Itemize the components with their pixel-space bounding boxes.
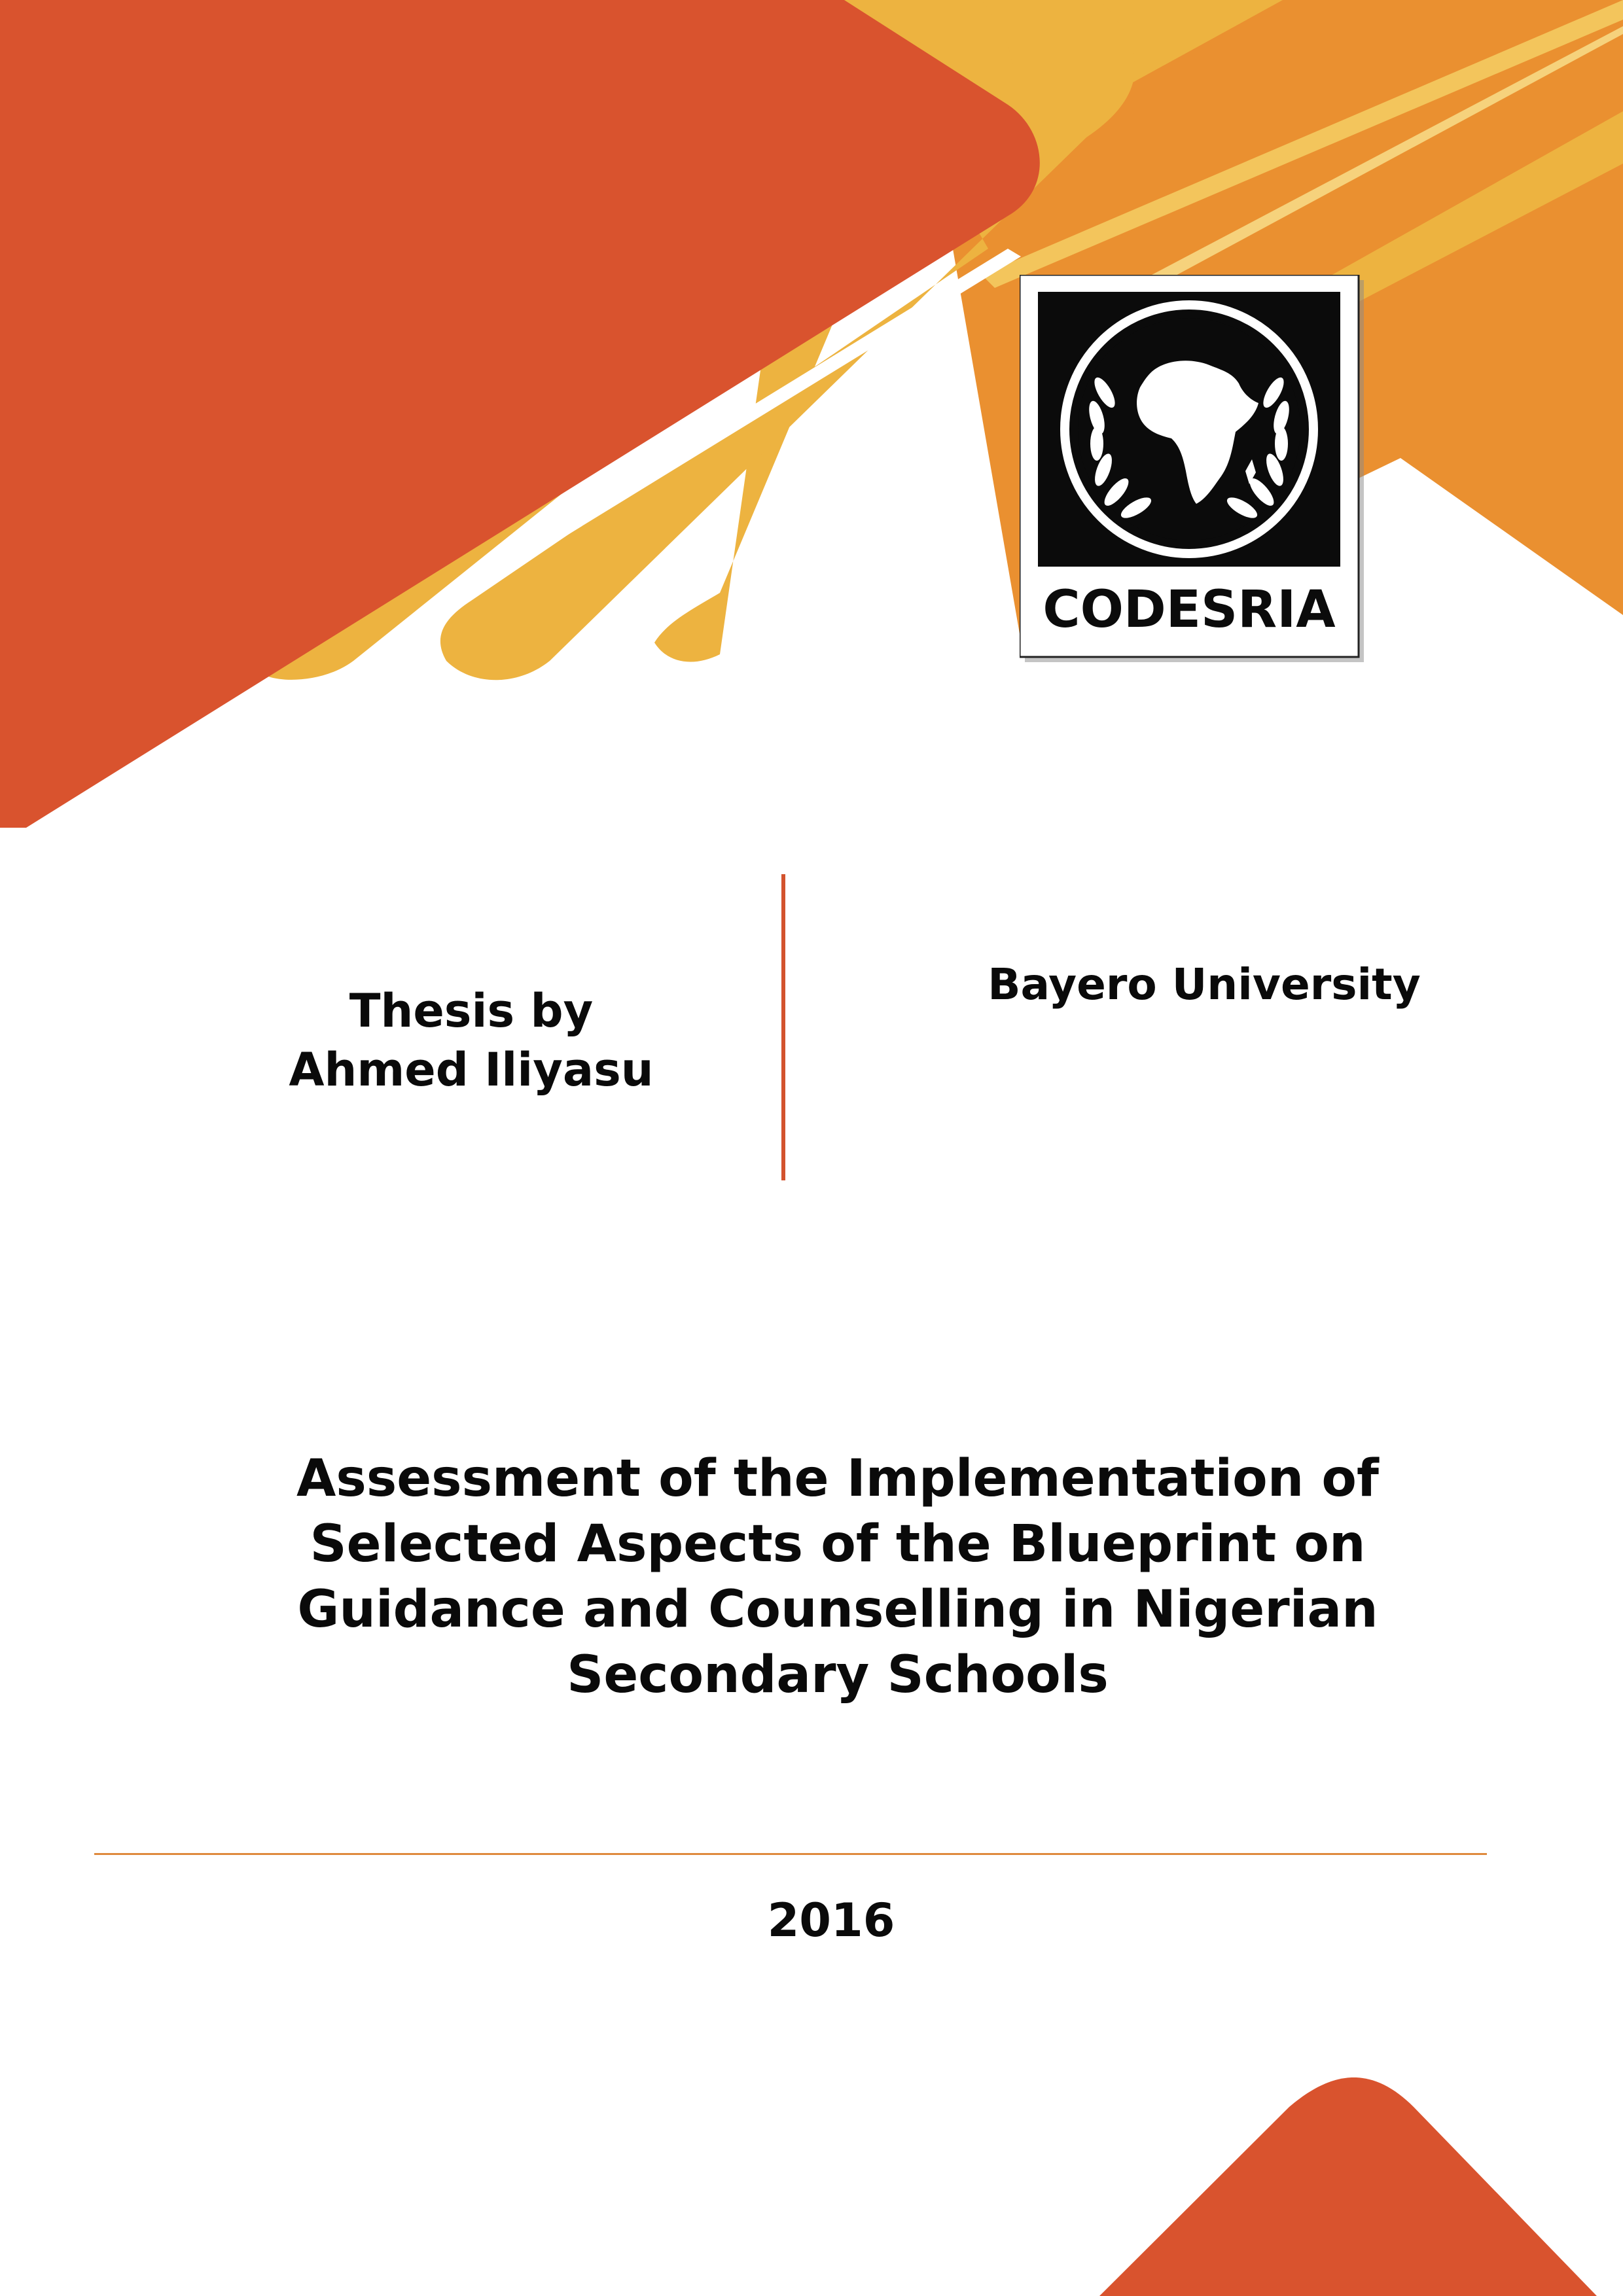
red-triangle-shape xyxy=(0,0,1040,828)
institution-name: Bayero University xyxy=(988,959,1421,1010)
red-bottom-triangle-shape xyxy=(1099,2077,1597,2296)
logo-text: CODESRIA xyxy=(1043,580,1336,639)
africa-map-laurel-emblem-icon xyxy=(1065,305,1313,554)
vertical-divider xyxy=(781,874,785,1180)
thesis-title: Assessment of the Implementation of Selected Aspects of the Blueprint on Guidance and Counselling in Nigerian Secondary Schools xyxy=(296,1449,1379,1704)
author-name: Ahmed Iliyasu xyxy=(289,1043,654,1097)
publication-year: 2016 xyxy=(767,1894,895,1947)
author-block xyxy=(196,981,746,1099)
thesis-by-label: Thesis by xyxy=(349,984,594,1038)
horizontal-divider xyxy=(94,1853,1487,1855)
codesria-logo xyxy=(1020,275,1364,662)
